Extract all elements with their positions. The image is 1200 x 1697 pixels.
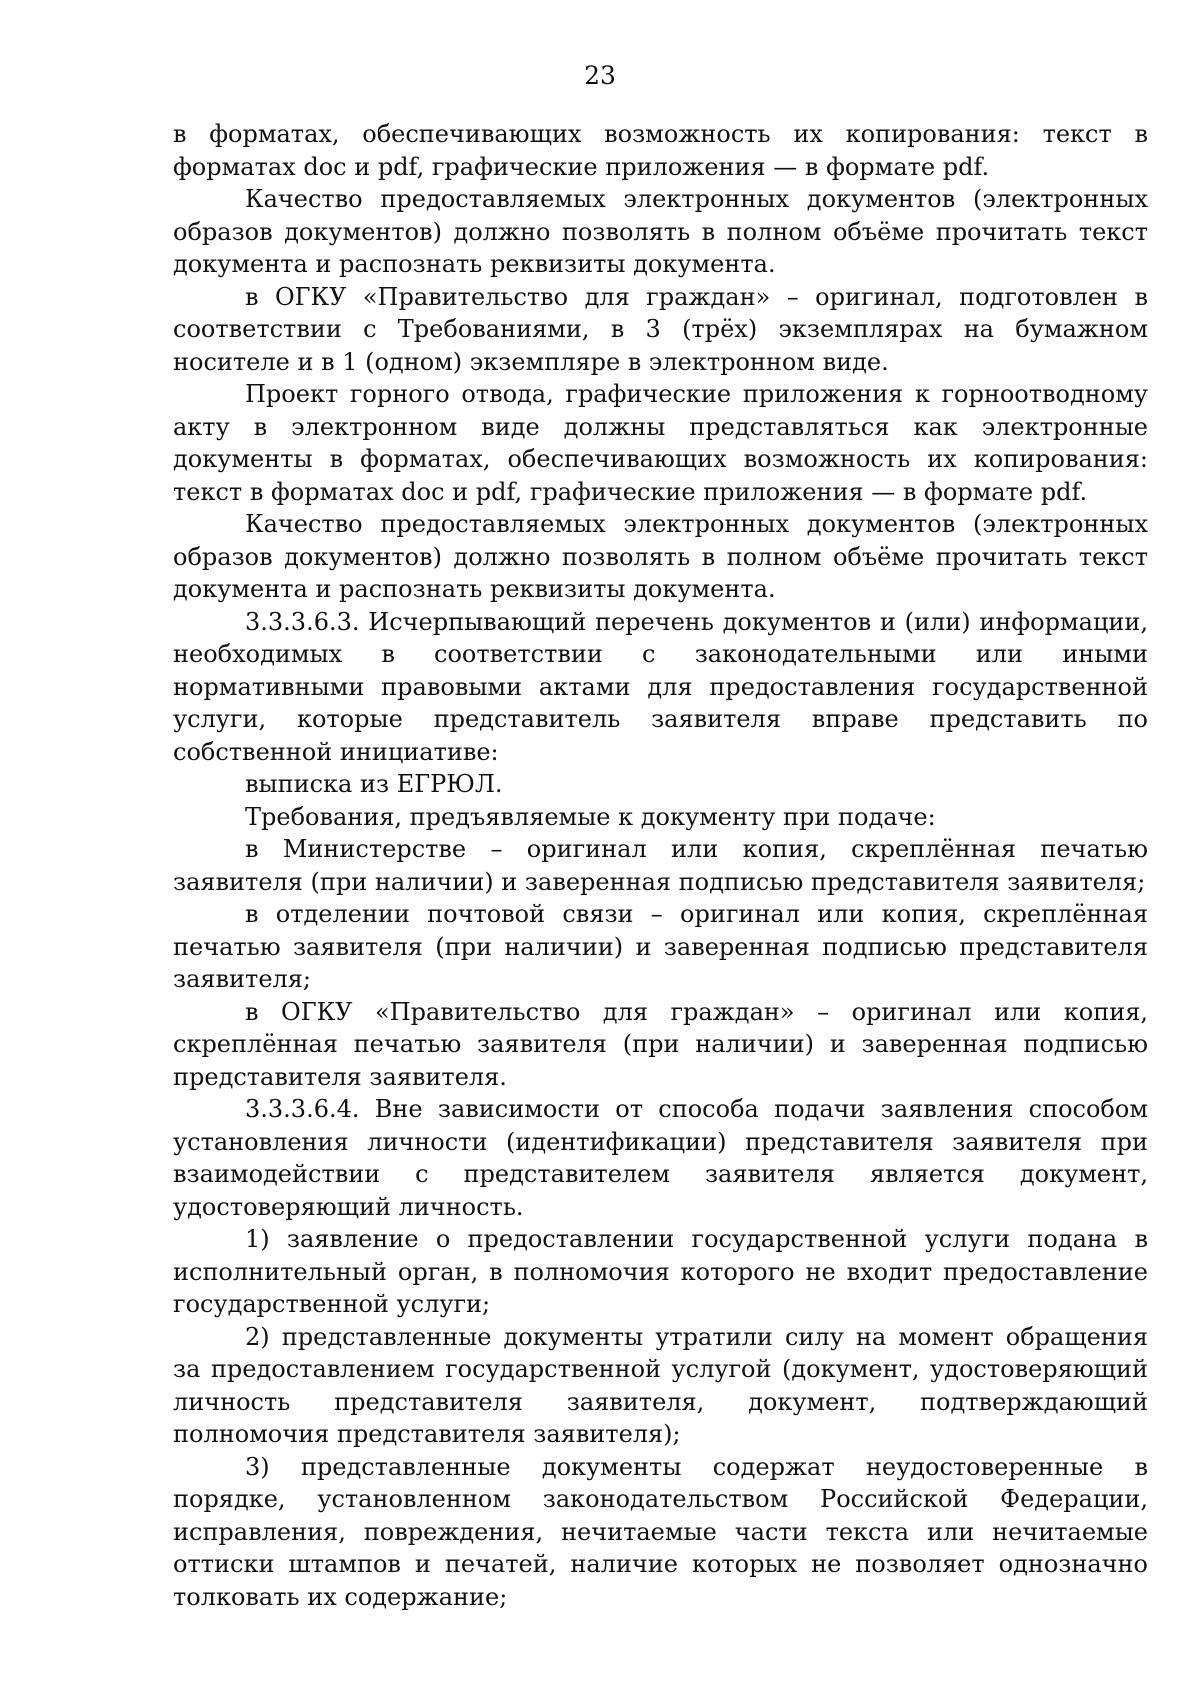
paragraph: Качество предоставляемых электронных документов (электронных образов документов) должно позволять в полном объёме прочитать текст документа и распознать реквизиты документа. (173, 510, 1148, 603)
paragraph: в форматах, обеспечивающих возможность их копирования: текст в форматах doc и pdf, графические приложения — в формате pdf. (173, 120, 1148, 181)
paragraph: 3) представленные документы содержат неудостоверенные в порядке, установленном законодательством Российской Федерации, исправления, повреждения, нечитаемые части текста или нечитаемые оттиски штампов и печатей, наличие которых не позволяет однозначно толковать их содержание; (173, 1452, 1148, 1611)
paragraph: 3.3.3.6.3. Исчерпывающий перечень документов и (или) информации, необходимых в соответствии с законодательными или иными нормативными правовыми актами для предоставления государственной услуги, которые представитель заявителя вправе представить по собственной инициативе: (173, 607, 1148, 766)
paragraph: в отделении почтовой связи – оригинал или копия, скреплённая печатью заявителя (при наличии) и заверенная подписью представителя заявителя; (173, 900, 1148, 993)
paragraph: выписка из ЕГРЮЛ. (245, 770, 503, 798)
paragraph: Проект горного отвода, графические приложения к горноотводному акту в электронном виде должны представляться как электронные документы в форматах, обеспечивающих возможность их копирования: текст в форматах doc и pdf, графические приложения — в формате pdf. (173, 380, 1148, 506)
page-number: 23 (584, 61, 616, 90)
paragraph: 2) представленные документы утратили силу на момент обращения за предоставлением государственной услугой (документ, удостоверяющий личность представителя заявителя, документ, подтверждающий полномочия представителя заявителя); (173, 1322, 1148, 1448)
paragraph: 1) заявление о предоставлении государственной услуги подана в исполнительный орган, в полномочия которого не входит предоставление государственной услуги; (173, 1225, 1148, 1318)
paragraph: 3.3.3.6.4. Вне зависимости от способа подачи заявления способом установления личности (идентификации) представителя заявителя при взаимодействии с представителем заявителя является документ, удостоверяющий личность. (173, 1095, 1148, 1221)
paragraph: в ОГКУ «Правительство для граждан» – оригинал или копия, скреплённая печатью заявителя (при наличии) и заверенная подписью представителя заявителя. (173, 997, 1148, 1091)
paragraph: Требования, предъявляемые к документу при подаче: (245, 802, 936, 831)
paragraph: Качество предоставляемых электронных документов (электронных образов документов) должно позволять в полном объёме прочитать текст документа и распознать реквизиты документа. (173, 185, 1148, 278)
paragraph: в Министерстве – оригинал или копия, скреплённая печатью заявителя (при наличии) и заверенная подписью представителя заявителя; (173, 835, 1148, 896)
document-body (173, 118, 1148, 1613)
paragraph: в ОГКУ «Правительство для граждан» – оригинал, подготовлен в соответствии с Требованиями, в 3 (трёх) экземплярах на бумажном носителе и в 1 (одном) экземпляре в электронном виде. (173, 282, 1148, 376)
